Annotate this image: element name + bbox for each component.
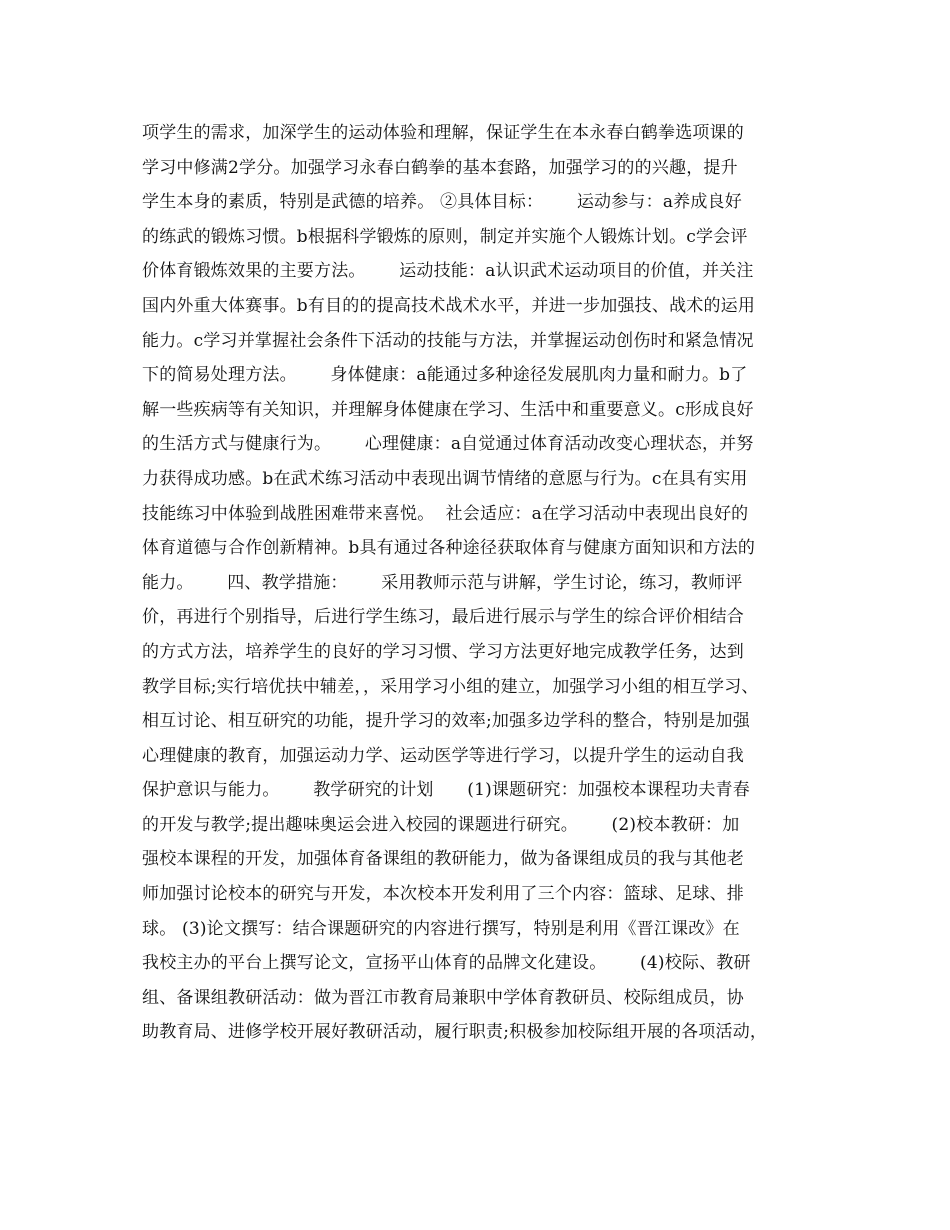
text-line: 助教育局、进修学校开展好教研活动，履行职责;积极参加校际组开展的各项活动， xyxy=(142,1022,768,1043)
text-line: 价体育锻炼效果的主要方法。 运动技能：a认识武术运动项目的价值，并关注 xyxy=(142,261,754,282)
text-line: 师加强讨论校本的研究与开发，本次校本开发利用了三个内容：篮球、足球、排 xyxy=(142,884,744,905)
text-line: 强校本课程的开发，加强体育备课组的教研能力，做为备课组成员的我与其他老 xyxy=(142,849,744,870)
text-line: 学习中修满2学分。加强学习永春白鹤拳的基本套路，加强学习的的兴趣，提升 xyxy=(142,157,738,178)
text-line: 能力。c学习并掌握社会条件下活动的技能与方法，并掌握运动创伤时和紧急情况 xyxy=(142,330,754,351)
text-line: 的方式方法，培养学生的良好的学习习惯、学习方法更好地完成教学任务，达到 xyxy=(142,641,744,662)
text-line: 能力。 四、教学措施： 采用教师示范与讲解，学生讨论，练习，教师评 xyxy=(142,572,743,593)
text-line: 力获得成功感。b在武术练习活动中表现出调节情绪的意愿与行为。c在具有实用 xyxy=(142,468,748,489)
text-line: 下的简易处理方法。 身体健康：a能通过多种途径发展肌肉力量和耐力。b了 xyxy=(142,365,748,386)
text-line: 保护意识与能力。 教学研究的计划 (1)课题研究：加强校本课程功夫青春 xyxy=(142,780,750,801)
text-line: 教学目标;实行培优扶中辅差，，采用学习小组的建立，加强学习小组的相互学习、 xyxy=(142,676,759,697)
text-line: 国内外重大体赛事。b有目的的提高技术战术水平，并进一步加强技、战术的运用 xyxy=(142,295,756,316)
text-line: 体育道德与合作创新精神。b具有通过各种途径获取体育与健康方面知识和方法的 xyxy=(142,538,756,559)
text-line: 的生活方式与健康行为。 心理健康：a自觉通过体育活动改变心理状态，并努 xyxy=(142,434,754,455)
text-line: 心理健康的教育，加强运动力学、运动医学等进行学习，以提升学生的运动自我 xyxy=(142,745,744,766)
text-line: 组、备课组教研活动：做为晋江市教育局兼职中学体育教研员、校际组成员，协 xyxy=(142,987,744,1008)
text-line: 解一些疾病等有关知识，并理解身体健康在学习、生活中和重要意义。c形成良好 xyxy=(142,399,754,420)
text-line: 的练武的锻炼习惯。b根据科学锻炼的原则，制定并实施个人锻炼计划。c学会评 xyxy=(142,226,748,247)
text-line: 学生本身的素质，特别是武德的培养。 ②具体目标： 运动参与：a养成良好 xyxy=(142,192,742,213)
text-line: 球。 (3)论文撰写：结合课题研究的内容进行撰写，特别是利用《晋江课改》在 xyxy=(142,918,740,939)
text-line: 项学生的需求，加深学生的运动体验和理解，保证学生在本永春白鹤拳选项课的 xyxy=(142,123,744,143)
text-line: 技能练习中体验到战胜困难带来喜悦。 社会适应：a在学习活动中表现出良好的 xyxy=(142,503,749,524)
text-line: 价，再进行个别指导，后进行学生练习，最后进行展示与学生的综合评价相结合 xyxy=(142,607,744,628)
body-text xyxy=(142,116,822,1050)
text-line: 的开发与教学;提出趣味奥运会进入校园的课题进行研究。 (2)校本教研：加 xyxy=(142,814,740,835)
text-line: 我校主办的平台上撰写论文，宣扬平山体育的品牌文化建设。 (4)校际、教研 xyxy=(142,953,751,974)
text-line: 相互讨论、相互研究的功能，提升学习的效率;加强多边学科的整合，特别是加强 xyxy=(142,711,750,732)
